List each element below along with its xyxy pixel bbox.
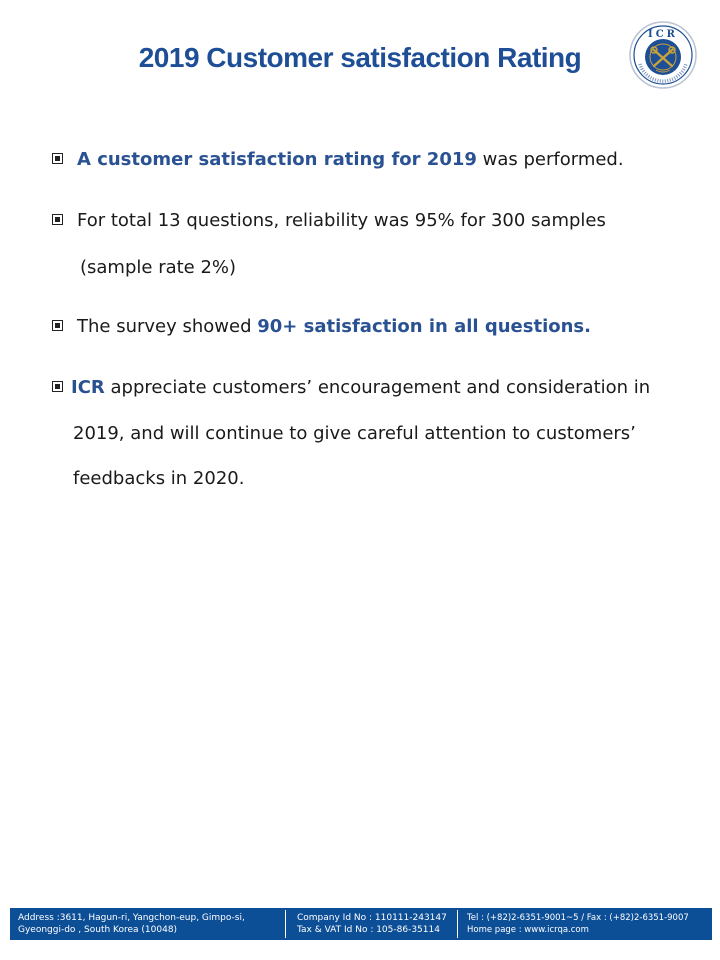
footer-company-ids <box>297 913 447 936</box>
footer-address-line: Gyeonggi-do , South Korea (10048) <box>18 924 178 935</box>
footer-bar <box>10 908 712 940</box>
highlight-text: A customer satisfaction rating for 2019 <box>77 149 477 170</box>
page-title: 2019 Customer satisfaction Rating <box>138 42 582 73</box>
body-text: The survey showed <box>77 316 258 337</box>
footer-contact-line: Tel : (+82)2-6351-9001~5 / Fax : (+82)2-6351-9007 <box>467 913 689 923</box>
filled-square-bullet-icon <box>52 320 63 331</box>
icr-logo <box>628 20 698 90</box>
filled-square-bullet-icon <box>52 214 63 225</box>
icr-seal-icon <box>628 20 698 90</box>
paragraph-reliability <box>52 209 680 233</box>
paragraph-survey-performed <box>52 148 680 172</box>
footer-divider <box>285 910 286 938</box>
filled-square-bullet-icon <box>52 381 63 392</box>
footer-contact <box>467 913 689 936</box>
footer-homepage-link[interactable]: Home page : www.icrqa.com <box>467 924 589 935</box>
paragraph-survey-result <box>52 315 680 339</box>
footer-address-line: Address :3611, Hagun-ri, Yangchon-eup, Gimpo-si, <box>18 913 245 923</box>
footer-company-line: Tax & VAT Id No : 105-86-35114 <box>297 924 440 935</box>
footer-divider <box>457 910 458 938</box>
svg-text:ICR: ICR <box>648 29 678 40</box>
paragraph-appreciation <box>52 376 680 400</box>
highlight-text: 90+ satisfaction in all questions. <box>257 316 591 337</box>
body-text: appreciate customers’ encouragement and consideration in <box>104 377 651 398</box>
footer-address <box>18 913 245 936</box>
body-text-continued: feedbacks in 2020. <box>73 468 245 489</box>
footer-company-line: Company Id No : 110111-243147 <box>297 913 447 923</box>
body-text: For total 13 questions, reliability was 95% for 300 samples <box>77 210 606 231</box>
highlight-text: ICR <box>71 377 105 398</box>
body-text-continued: 2019, and will continue to give careful attention to customers’ <box>73 423 636 444</box>
body-text: was performed. <box>476 149 624 170</box>
body-text-continued: (sample rate 2%) <box>80 257 237 278</box>
filled-square-bullet-icon <box>52 153 63 164</box>
